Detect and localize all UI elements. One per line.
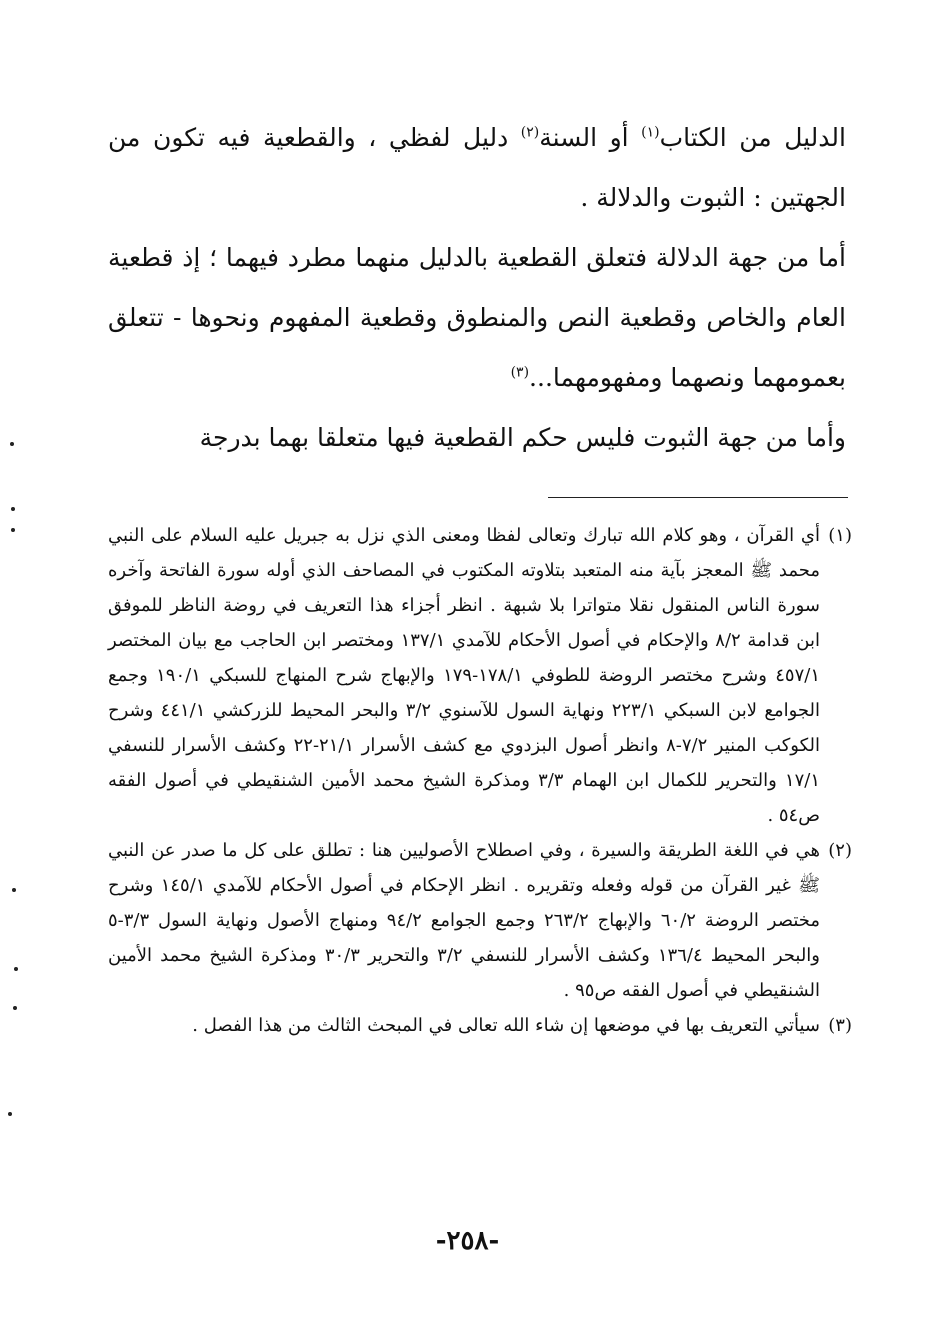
scan-speck [11, 507, 15, 511]
footnote-divider [548, 497, 848, 498]
paragraph-3: وأما من جهة الثبوت فليس حكم القطعية فيها متعلقا بهما بدرجة [199, 423, 846, 452]
footnote-ref-3: (٣) [510, 364, 530, 381]
footnote-3 [108, 1008, 852, 1043]
scan-speck [8, 1112, 12, 1116]
footnote-number: (١) [828, 525, 852, 546]
footnote-number: (٣) [828, 1015, 852, 1036]
footnote-text: أي القرآن ، وهو كلام الله تبارك وتعالى لفظا ومعنى الذي نزل به جبريل عليه السلام على النبي محمد ﷺ المعجز بآية منه المتعبد بتلاوته المكتوب في المصاحف الذي أوله سورة الفاتحة وآخره سورة الناس المنقول نقلا متواترا بلا شبهة . انظر أجزاء هذا التعريف في روضة الناظر للموفق ابن قدامة ٨/٢ والإحكام في أصول الأحكام للآمدي ١٣٧/١ ومختصر ابن الحاجب مع بيان المختصر ٤٥٧/١ وشرح مختصر الروضة للطوفي ١٧٨/١-١٧٩ والإبهاج شرح المنهاج للسبكي ١٩٠/١ وجمع الجوامع لابن السبكي ٢٢٣/١ ونهاية السول للآسنوي ٣/٢ والبحر المحيط للزركشي ٤٤١/١ وشرح الكوكب المنير ٧/٢-٨ وانظر أصول البزدوي مع كشف الأسرار ٢١/١-٢٢ وكشف الأسرار للنسفي ١٧/١ والتحرير للكمال ابن الهمام ٣/٣ ومذكرة الشيخ محمد الأمين الشنقيطي في أصول الفقه ص٥٤ . [108, 525, 820, 826]
scan-speck [12, 888, 16, 892]
footnote-text: هي في اللغة الطريقة والسيرة ، وفي اصطلاح الأصوليين هنا : تطلق على كل ما صدر عن النبي ﷺ غير القرآن من قوله وفعله وتقريره . انظر الإحكام في أصول الأحكام للآمدي ١٤٥/١ وشرح مختصر الروضة ٦٠/٢ والإبهاج ٢٦٣/٢ وجمع الجوامع ٩٤/٢ ومنهاج الأصول ونهاية السول ٣/٣-٥ والبحر المحيط ١٣٦/٤ وكشف الأسرار للنسفي ٣/٢ والتحرير ٣٠/٣ ومذكرة الشيخ محمد الأمين الشنقيطي في أصول الفقه ص٩٥ . [108, 840, 821, 1001]
scan-speck [11, 528, 15, 532]
paragraph-2 [108, 228, 846, 408]
footnote-text: سيأتي التعريف بها في موضعها إن شاء الله تعالى في المبحث الثالث من هذا الفصل . [192, 1015, 820, 1036]
paragraph-1-text-a: الدليل من الكتاب [659, 123, 846, 152]
paragraph-2-text: أما من جهة الدلالة فتعلق القطعية بالدليل منهما مطرد فيهما ؛ إذ قطعية العام والخاص وقطعية النص والمنطوق وقطعية المفهوم ونحوها - تتعلق بعمومهما ونصهما ومفهومهما... [108, 243, 846, 392]
paragraph-1 [108, 108, 846, 228]
scan-speck [13, 1006, 17, 1010]
scan-speck [10, 442, 14, 446]
main-text-block [108, 108, 846, 468]
footnote-2 [108, 833, 852, 1008]
scan-speck [14, 967, 18, 971]
paragraph-1-text-b: أو السنة [539, 123, 642, 152]
footnote-number: (٢) [828, 840, 852, 861]
paragraph-1-text-c: دليل لفظي ، والقطعية فيه تكون من الجهتين : الثبوت والدلالة . [108, 123, 846, 212]
footnotes-block [108, 518, 852, 1043]
footnote-1 [108, 518, 852, 833]
footnote-ref-1: (١) [641, 124, 660, 141]
page-number: -٢٥٨- [435, 1226, 500, 1256]
footnote-ref-2: (٢) [520, 124, 540, 141]
